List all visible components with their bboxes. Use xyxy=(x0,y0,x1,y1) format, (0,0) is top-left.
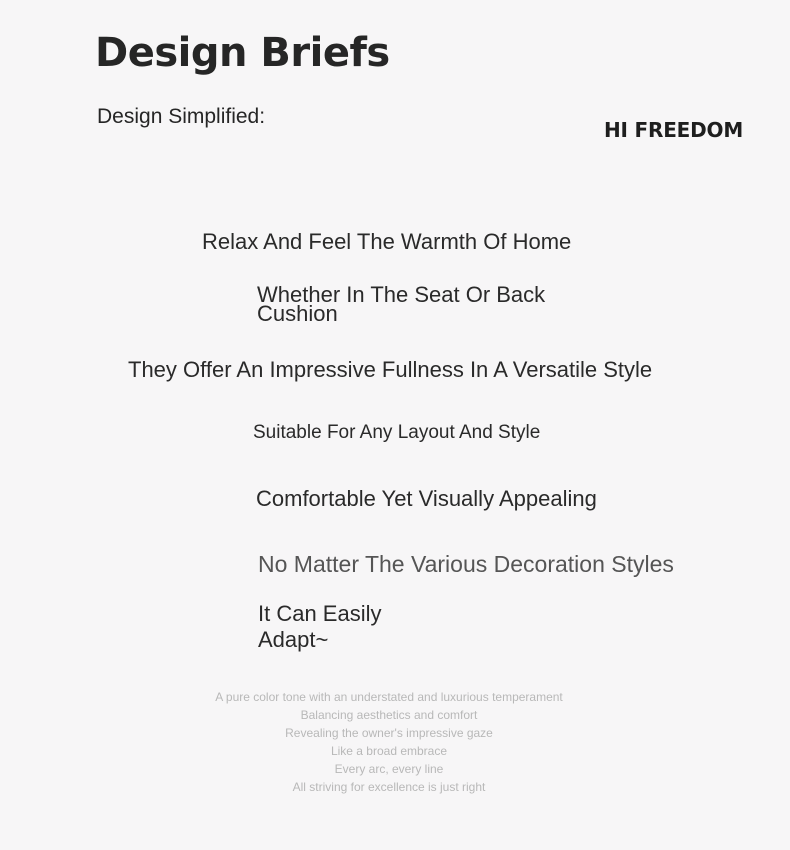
poem-line: Balancing aesthetics and comfort xyxy=(300,708,478,722)
feature-line-warmth: Relax And Feel The Warmth Of Home xyxy=(202,229,572,254)
page-subtitle: Design Simplified: xyxy=(97,105,266,128)
poem-line: All striving for excellence is just right xyxy=(292,780,486,794)
page-title: Design Briefs xyxy=(95,30,390,76)
poem-line: A pure color tone with an understated and luxurious temperament xyxy=(215,690,563,704)
poem-block xyxy=(0,688,778,796)
feature-line-comfortable: Comfortable Yet Visually Appealing xyxy=(256,486,597,511)
brand-name: HI FREEDOM xyxy=(604,118,744,142)
poem-line: Revealing the owner's impressive gaze xyxy=(285,726,493,740)
feature-line-layout: Suitable For Any Layout And Style xyxy=(253,422,541,443)
feature-line-fullness: They Offer An Impressive Fullness In A Versatile Style xyxy=(128,357,653,382)
poem-line: Like a broad embrace xyxy=(330,744,448,758)
feature-line-cushion: Whether In The Seat Or Back Cushion xyxy=(257,282,546,326)
poem-line: Every arc, every line xyxy=(334,762,444,776)
feature-line-adapt: It Can Easily Adapt~ xyxy=(258,601,382,652)
feature-line-decoration: No Matter The Various Decoration Styles xyxy=(258,551,674,577)
